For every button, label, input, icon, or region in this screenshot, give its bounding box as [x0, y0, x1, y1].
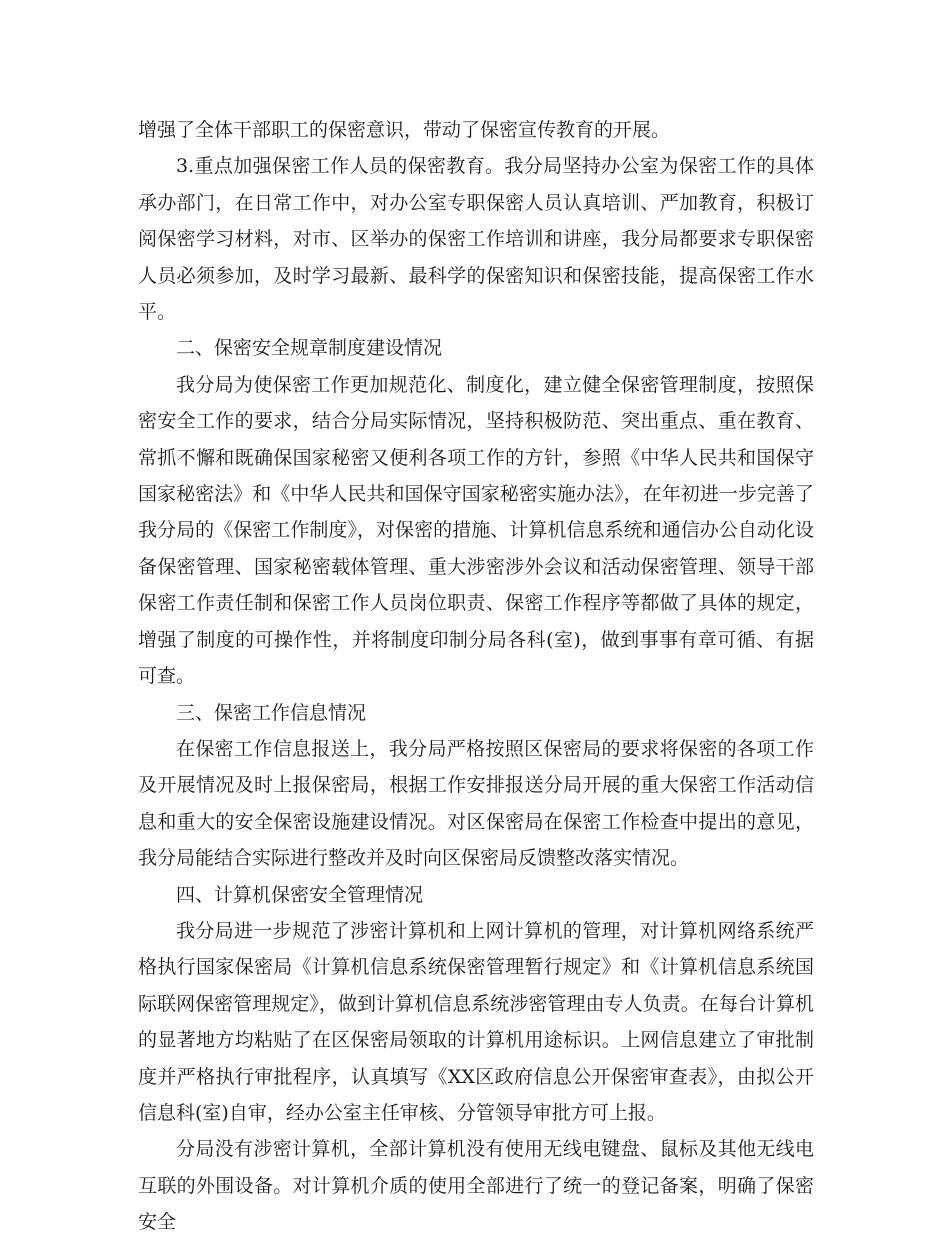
- paragraph-continuation: 增强了全体干部职工的保密意识，带动了保密宣传教育的开展。: [138, 119, 671, 141]
- paragraph-item-3: 3.重点加强保密工作人员的保密教育。我分局坚持办公室为保密工作的具体承办部门，在日常工作中，对办公室专职保密人员认真培训、严加教育，积极订阅保密学习材料，对市、区举办的保密工作培训和讲座，我分局都要求专职保密人员必须参加，及时学习最新、最科学的保密知识和保密技能，提高保密工作水平。: [138, 155, 814, 324]
- paragraph-rules-system: 我分局为使保密工作更加规范化、制度化，建立健全保密管理制度，按照保密安全工作的要求，结合分局实际情况，坚持积极防范、突出重点、重在教育、常抓不懈和既确保国家秘密又便利各项工作的方针，参照《中华人民共和国保守国家秘密法》和《中华人民共和国保守国家秘密实施办法》，在年初进一步完善了我分局的《保密工作制度》，对保密的措施、计算机信息系统和通信办公自动化设备保密管理、国家秘密载体管理、重大涉密涉外会议和活动保密管理、领导干部保密工作责任制和保密工作人员岗位职责、保密工作程序等都做了具体的规定，增强了制度的可操作性，并将制度印制分局各科(室)，做到事事有章可循、有据可查。: [138, 373, 814, 688]
- paragraph-no-classified-computers: 分局没有涉密计算机，全部计算机没有使用无线电键盘、鼠标及其他无线电互联的外围设备。对计算机介质的使用全部进行了统一的登记备案，明确了保密安全: [138, 1138, 814, 1234]
- section-heading-3: 三、保密工作信息情况: [176, 701, 367, 724]
- section-heading-2: 二、保密安全规章制度建设情况: [176, 337, 443, 360]
- paragraph-info-reporting: 在保密工作信息报送上，我分局严格按照区保密局的要求将保密的各项工作及开展情况及时上报保密局，根据工作安排报送分局开展的重大保密工作活动信息和重大的安全保密设施建设情况。对区保密局在保密工作检查中提出的意见，我分局能结合实际进行整改并及时向区保密局反馈整改落实情况。: [138, 737, 814, 870]
- document-page: [138, 112, 814, 1241]
- section-heading-4: 四、计算机保密安全管理情况: [176, 883, 424, 906]
- paragraph-computer-management: 我分局进一步规范了涉密计算机和上网计算机的管理，对计算机网络系统严格执行国家保密局《计算机信息系统保密管理暂行规定》和《计算机信息系统国际联网保密管理规定》，做到计算机信息系统涉密管理由专人负责。在每台计算机的显著地方均粘贴了在区保密局领取的计算机用途标识。上网信息建立了审批制度并严格执行审批程序，认真填写《XX区政府信息公开保密审查表》，由拟公开信息科(室)自审，经办公室主任审核、分管领导审批方可上报。: [138, 919, 814, 1124]
